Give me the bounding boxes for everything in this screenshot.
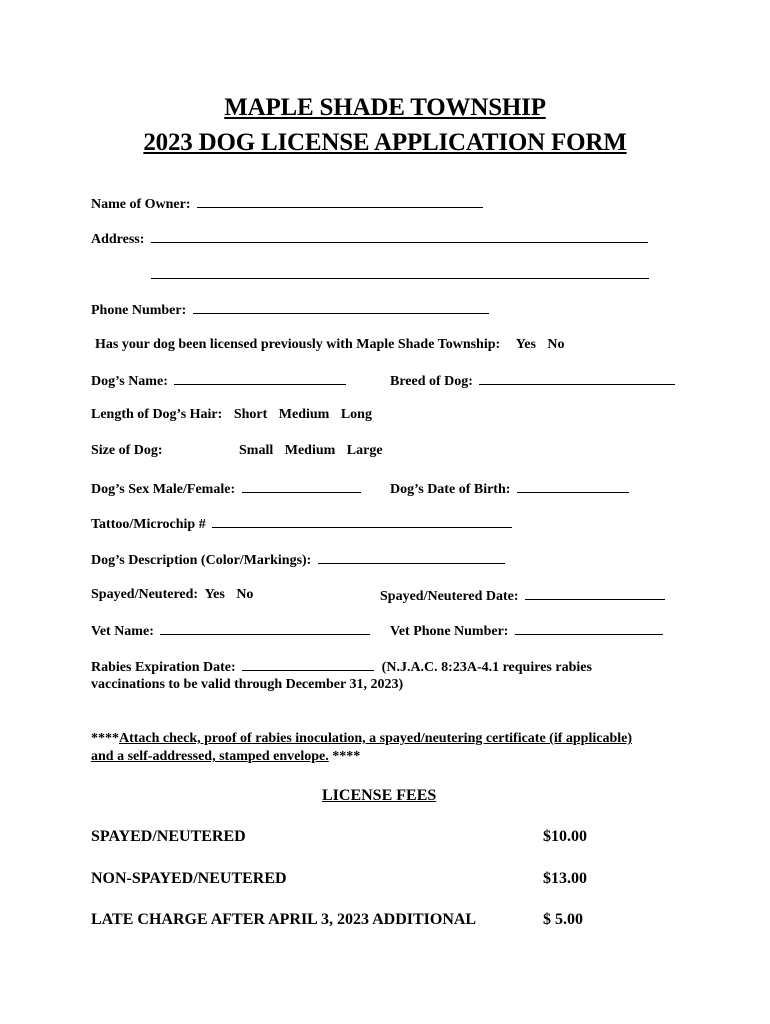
hair-short-option[interactable]: Short xyxy=(233,407,268,422)
spayed-yes-option[interactable]: Yes xyxy=(204,587,225,602)
fee-label: SPAYED/NEUTERED xyxy=(91,828,246,845)
phone-label: Phone Number: xyxy=(91,303,187,318)
attach-notice-prefix: **** xyxy=(91,731,119,746)
attach-notice-text1: Attach check, proof of rabies inoculation, a spayed/neutering certificate (if applicable) xyxy=(119,731,633,746)
rabies-note-line1: (N.J.A.C. 8:23A-4.1 requires rabies xyxy=(381,660,592,675)
dog-name-row xyxy=(91,372,346,390)
vet-name-field[interactable] xyxy=(160,622,370,635)
fee-label: LATE CHARGE AFTER APRIL 3, 2023 ADDITIONAL xyxy=(91,911,477,928)
rabies-date-field[interactable] xyxy=(242,658,374,671)
fee-amount: $10.00 xyxy=(543,828,587,845)
rabies-note-line2: vaccinations to be valid through December 31, 2023) xyxy=(91,677,404,692)
owner-name-row xyxy=(91,195,483,213)
sex-label: Dog’s Sex Male/Female: xyxy=(91,482,236,497)
size-options xyxy=(239,443,383,459)
tattoo-row xyxy=(91,515,512,533)
address-field-line1[interactable] xyxy=(151,230,648,243)
address-row xyxy=(91,230,648,248)
rabies-label: Rabies Expiration Date: xyxy=(91,660,236,675)
size-large-option[interactable]: Large xyxy=(346,443,383,458)
phone-row xyxy=(91,301,489,319)
spayed-no-option[interactable]: No xyxy=(236,587,254,602)
breed-field[interactable] xyxy=(479,372,675,385)
sex-row xyxy=(91,480,361,498)
rabies-row xyxy=(91,658,592,676)
fee-label: NON-SPAYED/NEUTERED xyxy=(91,870,287,887)
fee-amount: $13.00 xyxy=(543,870,587,887)
spayed-date-field[interactable] xyxy=(525,587,665,600)
licensed-previously-row xyxy=(95,337,565,353)
vet-phone-row xyxy=(390,622,663,640)
address-label: Address: xyxy=(91,232,145,247)
size-label: Size of Dog: xyxy=(91,443,163,458)
spayed-date-label: Spayed/Neutered Date: xyxy=(380,589,519,604)
spayed-date-row xyxy=(380,587,665,605)
attach-notice-suffix: **** xyxy=(328,749,361,764)
form-title: 2023 DOG LICENSE APPLICATION FORM xyxy=(143,129,627,156)
size-row xyxy=(91,443,163,459)
tattoo-field[interactable] xyxy=(212,515,512,528)
dob-field[interactable] xyxy=(517,480,629,493)
vet-name-label: Vet Name: xyxy=(91,624,154,639)
dob-label: Dog’s Date of Birth: xyxy=(390,482,511,497)
dog-name-label: Dog’s Name: xyxy=(91,374,168,389)
description-field[interactable] xyxy=(318,551,505,564)
owner-name-field[interactable] xyxy=(197,195,483,208)
phone-field[interactable] xyxy=(193,301,489,314)
description-label: Dog’s Description (Color/Markings): xyxy=(91,553,312,568)
spayed-label: Spayed/Neutered: xyxy=(91,587,199,602)
dob-row xyxy=(390,480,629,498)
tattoo-label: Tattoo/Microchip # xyxy=(91,517,206,532)
township-title: MAPLE SHADE TOWNSHIP xyxy=(224,94,546,121)
hair-medium-option[interactable]: Medium xyxy=(278,407,330,422)
description-row xyxy=(91,551,505,569)
licensed-previously-label: Has your dog been licensed previously with Maple Shade Township: xyxy=(95,337,501,352)
hair-long-option[interactable]: Long xyxy=(340,407,372,422)
licensed-no-option[interactable]: No xyxy=(547,337,565,352)
hair-length-row xyxy=(91,407,372,423)
size-small-option[interactable]: Small xyxy=(239,443,274,458)
attach-notice-text2: and a self-addressed, stamped envelope. xyxy=(91,749,329,764)
owner-name-label: Name of Owner: xyxy=(91,197,191,212)
fee-amount: $ 5.00 xyxy=(543,911,583,928)
spayed-row xyxy=(91,587,253,603)
licensed-yes-option[interactable]: Yes xyxy=(515,337,536,352)
breed-row xyxy=(390,372,675,390)
dog-name-field[interactable] xyxy=(174,372,346,385)
sex-field[interactable] xyxy=(242,480,361,493)
size-medium-option[interactable]: Medium xyxy=(284,443,336,458)
hair-length-label: Length of Dog’s Hair: xyxy=(91,407,223,422)
vet-phone-field[interactable] xyxy=(515,622,663,635)
attach-notice-line2 xyxy=(91,749,360,765)
vet-phone-label: Vet Phone Number: xyxy=(390,624,509,639)
license-fees-heading: LICENSE FEES xyxy=(322,787,437,804)
breed-label: Breed of Dog: xyxy=(390,374,473,389)
vet-name-row xyxy=(91,622,370,640)
attach-notice-line1 xyxy=(91,731,632,747)
address-field-line2[interactable] xyxy=(151,278,649,279)
